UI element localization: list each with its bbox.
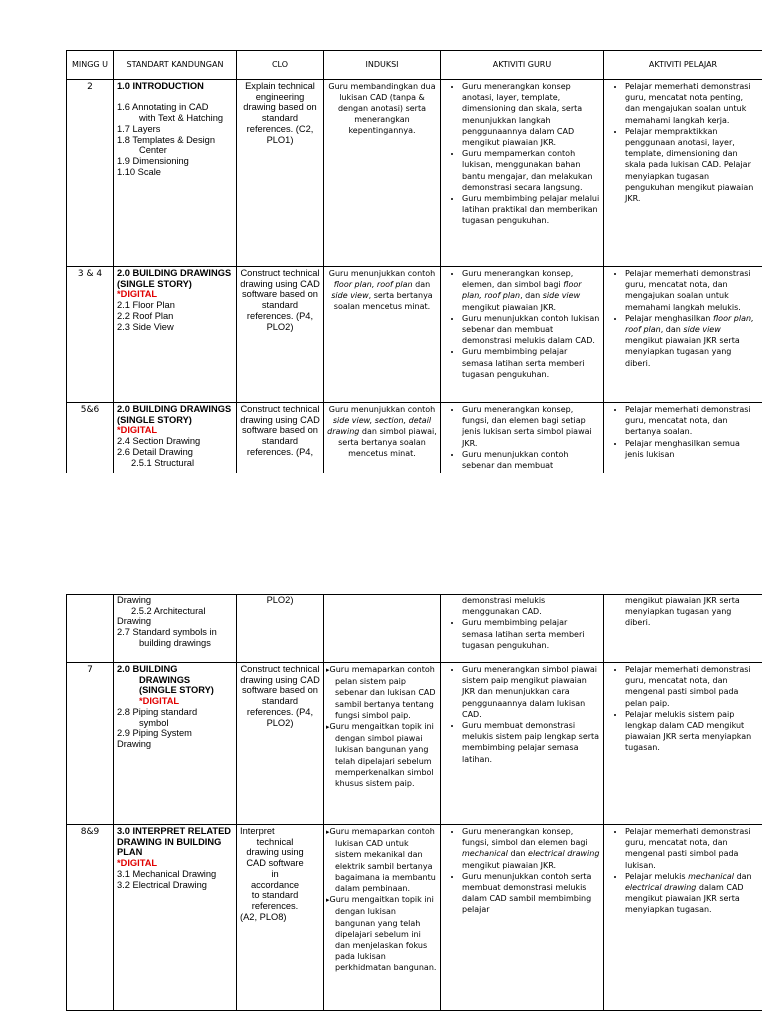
list-item: ▸ Guru mengaitkan topik ini dengan simbol piawai lukisan bangunan yang telah dipelajari sebelum memperkenalkan simbol khusus sistem paip.	[335, 721, 437, 789]
week-cell	[67, 595, 114, 663]
list-item: • Pelajar melukis sistem paip lengkap dalam CAD mengikut piawaian JKR serta menyiapkan tugasan.	[625, 709, 759, 754]
aktiviti-guru-cell	[441, 403, 604, 474]
topic-item: 2.6 Detail Drawing	[117, 446, 193, 457]
list-item: • Pelajar menghasilkan semua jenis lukisan	[625, 438, 759, 460]
aktiviti-pelajar-cell	[604, 80, 763, 267]
standard-cell	[114, 403, 237, 474]
topic-item: with Text & Hatching	[139, 113, 224, 124]
aktiviti-pelajar-cell	[604, 825, 763, 1011]
digital-tag: *DIGITAL	[117, 425, 158, 436]
list-item: • Pelajar memerhati demonstrasi guru, mencatat nota, dan mengenal pasti simbol pada lukisan.	[625, 826, 759, 871]
list-item: • Guru menerangkan konsep, elemen, dan simbol bagi floor plan, roof plan, dan side view mengikut piawaian JKR.	[462, 268, 600, 313]
list-item: • Pelajar mempraktikkan penggunaan anotasi, layer, template, dimensioning dan skala pada lukisan CAD. Pelajar menyiapkan tugasan pengukuhan mengikut piawaian JKR.	[625, 126, 759, 204]
aktiviti-guru-cell	[441, 663, 604, 825]
aktiviti-pelajar-cell	[604, 663, 763, 825]
list-item: ▸ Guru memaparkan contoh lukisan CAD untuk sistem mekanikal dan elektrik sambil bertanya bagaimana ia membantu dalam pembinaan.	[335, 826, 437, 894]
week-cell: 2	[67, 80, 114, 267]
list-item: • Pelajar melukis mechanical dan electrical drawing dalam CAD mengikut piawaian JKR serta menyiapkan tugasan.	[625, 871, 759, 916]
topic-item: 2.8 Piping standard	[117, 706, 198, 717]
topic-item: 2.3 Side View	[117, 321, 174, 332]
clo-cell: Construct technical drawing using CAD software based on standard references. (P4,	[237, 403, 324, 474]
list-item: • Guru membimbing pelajar semasa latihan serta memberi tugasan pengukuhan.	[462, 346, 600, 380]
topic-item: 2.5.2 Architectural	[131, 605, 206, 616]
list-item: • Pelajar menghasilkan floor plan, roof plan, dan side view mengikut piawaian JKR serta menyiapkan tugasan yang diberi.	[625, 313, 759, 369]
list-item: • Pelajar memerhati demonstrasi guru, mencatat nota, dan mengenal pasti simbol pada pelan paip.	[625, 664, 759, 709]
list-item: • Guru membimbing pelajar semasa latihan serta memberi tugasan pengukuhan.	[462, 617, 600, 651]
topic-item: 1.10 Scale	[117, 166, 161, 177]
table-page-1	[66, 50, 762, 473]
topic-item: 2.5.1 Structural	[131, 457, 195, 468]
list-item: • Pelajar memerhati demonstrasi guru, mencatat nota, dan bertanya soalan.	[625, 404, 759, 438]
induksi-cell	[324, 663, 441, 825]
topic-item: 2.9 Piping System	[117, 728, 192, 739]
topic-item: symbol	[139, 717, 169, 728]
topic-title: 2.0 BUILDING DRAWINGS (SINGLE STORY)	[117, 404, 232, 425]
standard-cell	[114, 267, 237, 403]
topic-item: building drawings	[139, 637, 211, 648]
topic-item: 1.7 Layers	[117, 123, 161, 134]
topic-title: DRAWINGS	[139, 674, 191, 685]
topic-title: 1.0 INTRODUCTION	[117, 81, 204, 91]
list-item: • Guru menerangkan konsep, fungsi, simbol dan elemen bagi mechanical dan electrical drawing mengikut piawaian JKR.	[462, 826, 600, 871]
standard-cell	[114, 825, 237, 1011]
clo-cell: Interpret technical drawing using CAD software in accordance to standard references. (A2, PLO8)	[237, 825, 324, 1011]
clo-cell: Construct technical drawing using CAD software based on standard references. (P4, PLO2)	[237, 267, 324, 403]
list-item: • Guru menunjukkan contoh lukisan sebenar dan membuat demonstrasi melukis dalam CAD.	[462, 313, 600, 347]
clo-cell: PLO2)	[237, 595, 324, 663]
standard-cell	[114, 80, 237, 267]
header-aktiviti-guru: AKTIVITI GURU	[441, 51, 604, 80]
list-item: • Guru menerangkan simbol piawai sistem paip mengikut piawaian JKR dan menunjukkan cara penggunaannya dalam lukisan CAD.	[462, 664, 600, 720]
table-row	[67, 267, 763, 403]
list-item: • Guru membimbing pelajar melalui latihan praktikal dan memberikan tugasan pengukuhan.	[462, 193, 600, 227]
topic-title: 2.0 BUILDING	[117, 664, 178, 674]
header-aktiviti-pelajar: AKTIVITI PELAJAR	[604, 51, 763, 80]
list-item: • Guru menunjukkan contoh sebenar dan membuat	[462, 449, 600, 471]
aktiviti-guru-cell	[441, 80, 604, 267]
header-minggu: MINGG U	[67, 51, 114, 80]
aktiviti-pelajar-cell	[604, 595, 763, 663]
induksi-cell: Guru menunjukkan contoh side view, section, detail drawing dan simbol piawai, serta bertanya soalan mencetus minat.	[324, 403, 441, 474]
topic-title: 2.0 BUILDING DRAWINGS (SINGLE STORY)	[117, 268, 232, 289]
list-item: • Guru menerangkan konsep anotasi, layer, template, dimensioning dan skala, serta menunjukkan langkah penggunaannya dalam CAD mengikut piawaian JKR.	[462, 81, 600, 148]
table-row	[67, 80, 763, 267]
topic-item: Drawing	[117, 595, 152, 605]
table-row	[67, 403, 763, 474]
list-item: • Guru menunjukkan contoh serta membuat demonstrasi melukis dalam CAD sambil membimbing pelajar	[462, 871, 600, 916]
topic-item: 2.2 Roof Plan	[117, 310, 174, 321]
table-row	[67, 825, 763, 1011]
topic-item: Center	[139, 145, 167, 156]
aktiviti-guru-cell	[441, 825, 604, 1011]
standard-cell	[114, 595, 237, 663]
topic-title: (SINGLE STORY)	[139, 685, 214, 696]
aktiviti-guru-cell	[441, 595, 604, 663]
list-item: ▸ Guru memaparkan contoh pelan sistem paip sebenar dan lukisan CAD sambil bertanya tentang fungsi simbol paip.	[335, 664, 437, 721]
list-item: • Guru mempamerkan contoh lukisan, menggunakan bahan bantu mengajar, dan melakukan demonstrasi secara langsung.	[462, 148, 600, 193]
week-cell: 8&9	[67, 825, 114, 1011]
table-page-2	[66, 594, 762, 1012]
aktiviti-pelajar-cell	[604, 267, 763, 403]
list-item: • Guru membuat demonstrasi melukis sistem paip lengkap serta membimbing pelajar semasa latihan.	[462, 720, 600, 765]
week-cell: 7	[67, 663, 114, 825]
aktiviti-guru-cell	[441, 267, 604, 403]
header-clo: CLO	[237, 51, 324, 80]
topic-item: 3.1 Mechanical Drawing	[117, 868, 217, 879]
header-standart-kandungan: STANDART KANDUNGAN	[114, 51, 237, 80]
topic-item: Drawing	[117, 616, 152, 627]
induksi-cell: Guru membandingkan dua lukisan CAD (tanpa & dengan anotasi) serta menerangkan kepentingannya.	[324, 80, 441, 267]
induksi-cell	[324, 595, 441, 663]
table-row-continued	[67, 595, 763, 663]
list-item: • Guru menerangkan konsep, fungsi, dan elemen bagi setiap jenis lukisan serta simbol piawai JKR.	[462, 404, 600, 449]
table-row	[67, 663, 763, 825]
standard-cell	[114, 663, 237, 825]
list-item: mengikut piawaian JKR serta menyiapkan tugasan yang diberi.	[625, 596, 740, 628]
digital-tag: *DIGITAL	[117, 289, 158, 300]
induksi-cell: Guru menunjukkan contoh floor plan, roof plan dan side view, serta bertanya soalan mencetus minat.	[324, 267, 441, 403]
topic-item: 2.4 Section Drawing	[117, 436, 201, 447]
topic-title: 3.0 INTERPRET RELATED DRAWING IN BUILDING PLAN	[117, 826, 231, 858]
induksi-cell	[324, 825, 441, 1011]
clo-cell: Construct technical drawing using CAD software based on standard references. (P4, PLO2)	[237, 663, 324, 825]
list-item: • Pelajar memerhati demonstrasi guru, mencatat nota penting, dan mengajukan soalan untuk memahami langkah kerja.	[625, 81, 759, 126]
topic-item: 2.7 Standard symbols in	[117, 627, 217, 638]
list-item: demonstrasi melukis menggunakan CAD.	[462, 596, 546, 617]
week-cell: 3 & 4	[67, 267, 114, 403]
topic-item: 2.1 Floor Plan	[117, 300, 175, 311]
lesson-plan-table	[66, 50, 762, 473]
clo-cell: Explain technical engineering drawing based on standard references. (C2, PLO1)	[237, 80, 324, 267]
digital-tag: *DIGITAL	[139, 696, 180, 707]
topic-item: 1.9 Dimensioning	[117, 155, 189, 166]
lesson-plan-table-continued	[66, 594, 762, 1011]
header-induksi: INDUKSI	[324, 51, 441, 80]
topic-item: 1.6 Annotating in CAD	[117, 102, 209, 113]
list-item: ▸ Guru mengaitkan topik ini dengan lukisan bangunan yang telah dipelajari sebelum ini dan menjelaskan fokus pada lukisan perkhidmatan bangunan.	[335, 894, 437, 973]
topic-item: 3.2 Electrical Drawing	[117, 879, 207, 890]
week-cell: 5&6	[67, 403, 114, 474]
aktiviti-pelajar-cell	[604, 403, 763, 474]
digital-tag: *DIGITAL	[117, 858, 158, 869]
topic-item: 1.8 Templates & Design	[117, 134, 216, 145]
topic-item: Drawing	[117, 738, 152, 749]
list-item: • Pelajar memerhati demonstrasi guru, mencatat nota, dan mengajukan soalan untuk memahami langkah melukis.	[625, 268, 759, 313]
table-header-row	[67, 51, 763, 80]
